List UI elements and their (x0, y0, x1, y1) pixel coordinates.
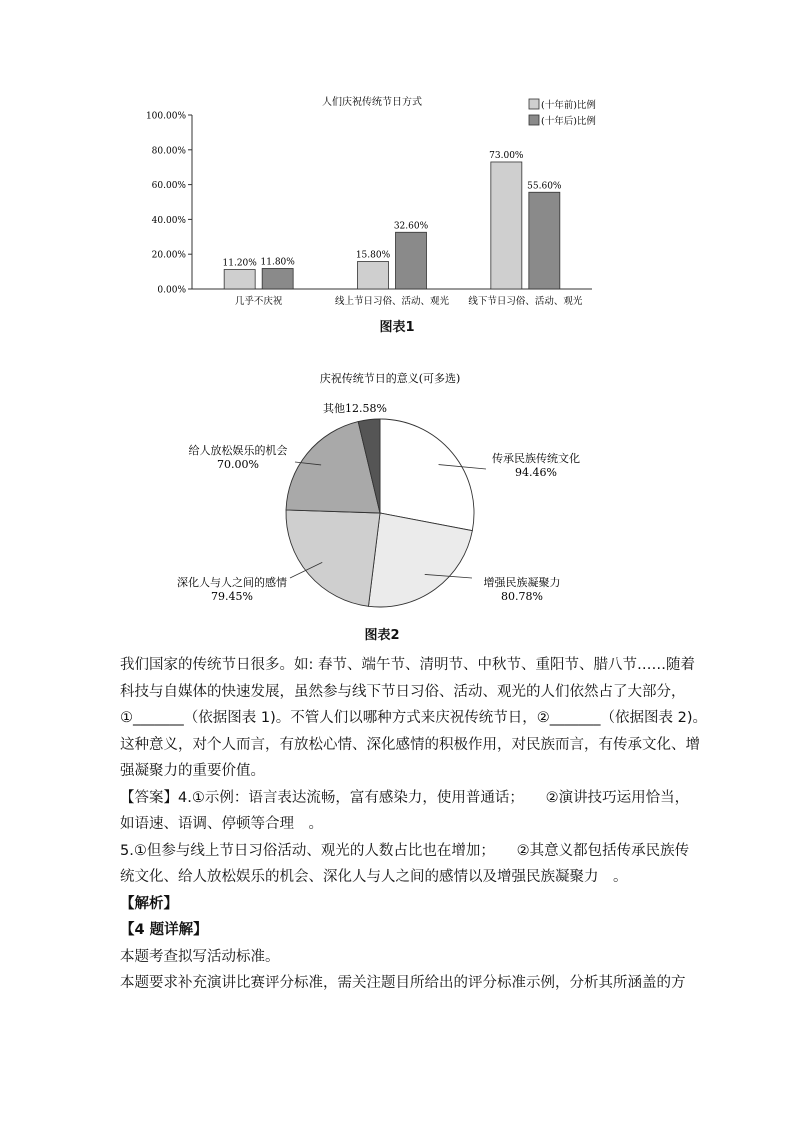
pie-slice-label: 增强民族凝聚力 (483, 576, 561, 589)
pie-slice (286, 510, 380, 606)
text-line: 我们国家的传统节日很多。如: 春节、端午节、清明节、中秋节、重阳节、腊八节……随着 (120, 657, 695, 673)
x-tick-label: 线上节日习俗、活动、观光 (334, 296, 450, 307)
legend-swatch (529, 115, 539, 125)
pie-slice-label-text: 其他 (323, 402, 346, 415)
pie-slice-value: 80.78% (501, 590, 543, 603)
bar (262, 268, 293, 289)
bar (224, 270, 255, 289)
pie-slice-label (323, 401, 387, 415)
y-tick-label: 60.00% (151, 181, 186, 192)
analysis-heading: 【解析】 (120, 895, 178, 912)
bar-chart (140, 90, 610, 315)
text-line: 这种意义，对个人而言，有放松心情、深化感情的积极作用，对民族而言，有传承文化、增 (120, 736, 700, 753)
bar (396, 232, 427, 289)
bar-chart-title: 人们庆祝传统节日方式 (322, 97, 422, 108)
bar (491, 162, 522, 289)
answer-line: 如语速、语调、停顿等合理 。 (120, 816, 323, 832)
pie-chart (150, 366, 640, 616)
legend-swatch (529, 99, 539, 109)
y-tick-label: 80.00% (151, 146, 186, 157)
bar-data-label: 73.00% (489, 150, 524, 161)
bar-data-label: 32.60% (393, 221, 429, 232)
answer-line: 【答案】4.①示例：语言表达流畅，富有感染力，使用普通话； ②演讲技巧运用恰当， (120, 789, 690, 806)
pie-slice-label: 深化人与人之间的感情 (177, 576, 287, 589)
y-tick-label: 0.00% (157, 285, 186, 296)
chart2-caption: 图表2 (364, 628, 400, 643)
text-line: 本题考查拟写活动标准。 (120, 948, 280, 965)
bar-data-label: 11.80% (260, 257, 295, 268)
pie-slice-value: 79.45% (211, 590, 253, 603)
bar-data-label: 15.80% (355, 250, 391, 261)
bar (529, 192, 560, 289)
pie-slice-value: 94.46% (515, 466, 557, 479)
x-tick-label: 几乎不庆祝 (234, 296, 283, 307)
legend-label: (十年前)比例 (541, 100, 596, 111)
question-paragraph (120, 652, 707, 997)
text-line: 强凝聚力的重要价值。 (120, 763, 265, 779)
y-tick-label: 100.00% (145, 111, 186, 122)
pie-slice-value: 70.00% (217, 458, 259, 471)
pie-slice-value: 12.58% (345, 402, 387, 415)
text-line: ①_______（依据图表 1)。不管人们以哪种方式来庆祝传统节日，②_______（依据图表 2)。 (120, 710, 707, 726)
chart1-caption: 图表1 (379, 320, 415, 335)
x-tick-label: 线下节日习俗、活动、观光 (468, 296, 583, 307)
legend-label: (十年后)比例 (541, 116, 596, 127)
pie-chart-title: 庆祝传统节日的意义(可多选) (319, 372, 461, 385)
bar-data-label: 55.60% (527, 181, 562, 192)
bar-data-label: 11.20% (222, 258, 257, 269)
text-line: 本题要求补充演讲比赛评分标准，需关注题目所给出的评分标准示例，分析其所涵盖的方 (120, 975, 686, 991)
text-line: 科技与自媒体的快速发展，虽然参与线下节日习俗、活动、观光的人们依然占了大部分， (120, 683, 686, 700)
y-tick-label: 40.00% (151, 215, 186, 226)
y-tick-label: 20.00% (151, 250, 186, 261)
answer-line: 统文化、给人放松娱乐的机会、深化人与人之间的感情以及增强民族凝聚力 。 (120, 869, 628, 885)
pie-slice-label: 传承民族传统文化 (492, 452, 580, 465)
q4-heading: 【4 题详解】 (120, 922, 208, 938)
pie-slice (380, 419, 474, 531)
answer-line: 5.①但参与线上节日习俗活动、观光的人数占比也在增加； ②其意义都包括传承民族传 (120, 842, 690, 859)
pie-slice-label: 给人放松娱乐的机会 (188, 444, 288, 457)
bar (358, 262, 389, 289)
